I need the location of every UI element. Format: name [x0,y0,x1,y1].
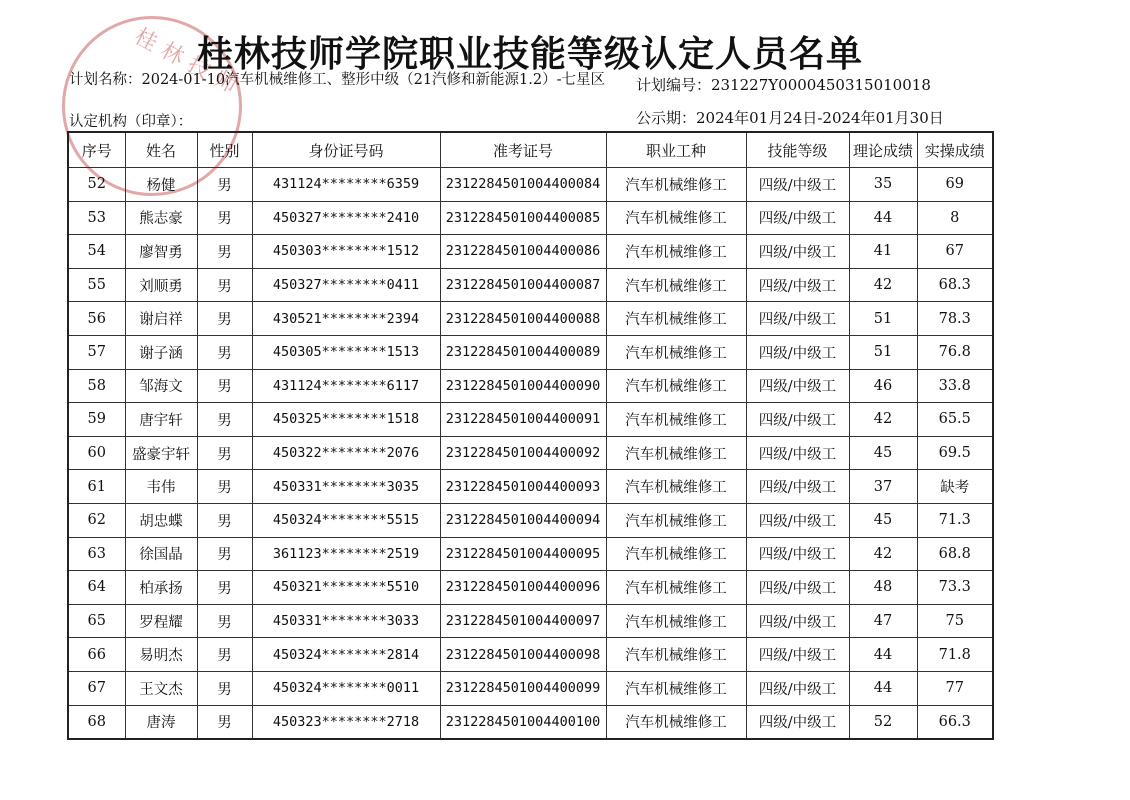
cell-col-practical-score: 71.3 [917,503,993,537]
cell-col-exam-number: 2312284501004400094 [440,503,606,537]
cell-col-id-number: 450321********5510 [252,571,440,605]
cell-col-occupation: 汽车机械维修工 [606,705,746,739]
header-col-exam-number: 准考证号 [440,132,606,168]
cell-col-exam-number: 2312284501004400085 [440,201,606,235]
table-row [68,503,993,537]
cell-col-occupation: 汽车机械维修工 [606,235,746,269]
cell-col-theory-score: 44 [849,201,917,235]
cell-col-occupation: 汽车机械维修工 [606,470,746,504]
personnel-table [67,131,994,740]
cell-col-theory-score: 45 [849,503,917,537]
cell-col-practical-score: 71.8 [917,638,993,672]
cell-col-practical-score: 缺考 [917,470,993,504]
cell-col-index: 55 [68,268,125,302]
table-row [68,470,993,504]
table-row [68,671,993,705]
cell-col-occupation: 汽车机械维修工 [606,268,746,302]
cell-col-gender: 男 [197,537,252,571]
cell-col-skill-level: 四级/中级工 [746,503,849,537]
cell-col-exam-number: 2312284501004400089 [440,335,606,369]
cell-col-occupation: 汽车机械维修工 [606,168,746,202]
cell-col-exam-number: 2312284501004400093 [440,470,606,504]
cell-col-skill-level: 四级/中级工 [746,571,849,605]
cell-col-index: 63 [68,537,125,571]
cell-col-theory-score: 42 [849,403,917,437]
cell-col-index: 54 [68,235,125,269]
header-col-id-number: 身份证号码 [252,132,440,168]
table-row [68,436,993,470]
table-row [68,335,993,369]
table-body [68,168,993,740]
cell-col-occupation: 汽车机械维修工 [606,638,746,672]
cell-col-exam-number: 2312284501004400097 [440,604,606,638]
cell-col-occupation: 汽车机械维修工 [606,671,746,705]
cell-col-index: 60 [68,436,125,470]
header-col-occupation: 职业工种 [606,132,746,168]
cell-col-exam-number: 2312284501004400086 [440,235,606,269]
cell-col-id-number: 450327********2410 [252,201,440,235]
cell-col-theory-score: 47 [849,604,917,638]
table-row [68,604,993,638]
cell-col-gender: 男 [197,470,252,504]
cell-col-name: 盛豪宇轩 [125,436,197,470]
cell-col-exam-number: 2312284501004400098 [440,638,606,672]
plan-name: 计划名称：2024-01-10汽车机械维修工、整形中级（21汽修和新能源1.2）-七星区 [69,72,606,88]
cell-col-name: 杨健 [125,168,197,202]
cell-col-gender: 男 [197,503,252,537]
plan-number: 计划编号：231227Y0000450315010018 [636,76,931,94]
cell-col-name: 罗程耀 [125,604,197,638]
cell-col-occupation: 汽车机械维修工 [606,369,746,403]
cell-col-id-number: 450327********0411 [252,268,440,302]
cell-col-index: 58 [68,369,125,403]
cell-col-practical-score: 69.5 [917,436,993,470]
cell-col-occupation: 汽车机械维修工 [606,604,746,638]
cell-col-skill-level: 四级/中级工 [746,268,849,302]
cell-col-skill-level: 四级/中级工 [746,403,849,437]
cell-col-skill-level: 四级/中级工 [746,705,849,739]
cell-col-gender: 男 [197,671,252,705]
table-row [68,571,993,605]
cell-col-index: 57 [68,335,125,369]
cell-col-name: 廖智勇 [125,235,197,269]
header-col-skill-level: 技能等级 [746,132,849,168]
cell-col-id-number: 431124********6117 [252,369,440,403]
table-row [68,235,993,269]
cell-col-exam-number: 2312284501004400087 [440,268,606,302]
cell-col-index: 56 [68,302,125,336]
cell-col-index: 53 [68,201,125,235]
cell-col-gender: 男 [197,571,252,605]
cell-col-index: 66 [68,638,125,672]
cell-col-theory-score: 42 [849,268,917,302]
cell-col-gender: 男 [197,403,252,437]
cell-col-practical-score: 67 [917,235,993,269]
header-col-index: 序号 [68,132,125,168]
cell-col-exam-number: 2312284501004400099 [440,671,606,705]
cell-col-practical-score: 66.3 [917,705,993,739]
certification-org: 认定机构（印章）： [69,114,193,130]
cell-col-occupation: 汽车机械维修工 [606,302,746,336]
cell-col-skill-level: 四级/中级工 [746,335,849,369]
table-row [68,537,993,571]
cell-col-name: 王文杰 [125,671,197,705]
cell-col-name: 胡忠蝶 [125,503,197,537]
table-row [68,302,993,336]
cell-col-practical-score: 78.3 [917,302,993,336]
cell-col-gender: 男 [197,268,252,302]
cell-col-id-number: 430521********2394 [252,302,440,336]
header-col-gender: 性别 [197,132,252,168]
cell-col-occupation: 汽车机械维修工 [606,537,746,571]
cell-col-gender: 男 [197,335,252,369]
cell-col-theory-score: 44 [849,671,917,705]
cell-col-gender: 男 [197,604,252,638]
cell-col-name: 易明杰 [125,638,197,672]
page-title: 桂林技师学院职业技能等级认定人员名单 [196,34,863,75]
cell-col-theory-score: 46 [849,369,917,403]
cell-col-id-number: 450325********1518 [252,403,440,437]
table-row [68,268,993,302]
header-col-practical-score: 实操成绩 [917,132,993,168]
cell-col-theory-score: 42 [849,537,917,571]
cell-col-theory-score: 51 [849,302,917,336]
cell-col-practical-score: 8 [917,201,993,235]
cell-col-occupation: 汽车机械维修工 [606,403,746,437]
cell-col-practical-score: 69 [917,168,993,202]
cell-col-practical-score: 76.8 [917,335,993,369]
cell-col-skill-level: 四级/中级工 [746,302,849,336]
cell-col-id-number: 450324********5515 [252,503,440,537]
cell-col-id-number: 450323********2718 [252,705,440,739]
cell-col-practical-score: 77 [917,671,993,705]
cell-col-practical-score: 68.3 [917,268,993,302]
cell-col-practical-score: 68.8 [917,537,993,571]
cell-col-id-number: 431124********6359 [252,168,440,202]
cell-col-index: 59 [68,403,125,437]
cell-col-theory-score: 52 [849,705,917,739]
cell-col-id-number: 450303********1512 [252,235,440,269]
cell-col-theory-score: 41 [849,235,917,269]
cell-col-practical-score: 33.8 [917,369,993,403]
cell-col-occupation: 汽车机械维修工 [606,571,746,605]
cell-col-exam-number: 2312284501004400091 [440,403,606,437]
cell-col-index: 64 [68,571,125,605]
cell-col-skill-level: 四级/中级工 [746,537,849,571]
table-row [68,201,993,235]
cell-col-name: 唐涛 [125,705,197,739]
cell-col-skill-level: 四级/中级工 [746,671,849,705]
cell-col-skill-level: 四级/中级工 [746,470,849,504]
cell-col-occupation: 汽车机械维修工 [606,436,746,470]
cell-col-name: 唐宇轩 [125,403,197,437]
cell-col-exam-number: 2312284501004400096 [440,571,606,605]
cell-col-exam-number: 2312284501004400100 [440,705,606,739]
cell-col-name: 刘顺勇 [125,268,197,302]
cell-col-id-number: 450305********1513 [252,335,440,369]
cell-col-name: 韦伟 [125,470,197,504]
cell-col-name: 谢启祥 [125,302,197,336]
cell-col-occupation: 汽车机械维修工 [606,201,746,235]
cell-col-index: 61 [68,470,125,504]
cell-col-practical-score: 65.5 [917,403,993,437]
header-col-theory-score: 理论成绩 [849,132,917,168]
cell-col-theory-score: 37 [849,470,917,504]
cell-col-theory-score: 35 [849,168,917,202]
header-col-name: 姓名 [125,132,197,168]
cell-col-exam-number: 2312284501004400088 [440,302,606,336]
cell-col-gender: 男 [197,235,252,269]
cell-col-occupation: 汽车机械维修工 [606,335,746,369]
cell-col-theory-score: 45 [849,436,917,470]
cell-col-name: 熊志豪 [125,201,197,235]
cell-col-id-number: 450331********3035 [252,470,440,504]
table-header-row [68,132,993,168]
cell-col-skill-level: 四级/中级工 [746,436,849,470]
cell-col-id-number: 361123********2519 [252,537,440,571]
cell-col-occupation: 汽车机械维修工 [606,503,746,537]
cell-col-name: 邹海文 [125,369,197,403]
cell-col-gender: 男 [197,436,252,470]
cell-col-id-number: 450331********3033 [252,604,440,638]
table-row [68,638,993,672]
cell-col-theory-score: 51 [849,335,917,369]
publicity-period: 公示期：2024年01月24日-2024年01月30日 [636,109,944,127]
cell-col-theory-score: 44 [849,638,917,672]
cell-col-exam-number: 2312284501004400084 [440,168,606,202]
cell-col-exam-number: 2312284501004400090 [440,369,606,403]
cell-col-gender: 男 [197,168,252,202]
cell-col-name: 谢子涵 [125,335,197,369]
cell-col-practical-score: 73.3 [917,571,993,605]
cell-col-id-number: 450324********0011 [252,671,440,705]
seal-text: 桂林技师 [130,24,248,103]
cell-col-skill-level: 四级/中级工 [746,235,849,269]
cell-col-name: 徐国晶 [125,537,197,571]
table-row [68,403,993,437]
cell-col-skill-level: 四级/中级工 [746,369,849,403]
table-row [68,705,993,739]
cell-col-skill-level: 四级/中级工 [746,168,849,202]
cell-col-id-number: 450322********2076 [252,436,440,470]
cell-col-exam-number: 2312284501004400095 [440,537,606,571]
cell-col-gender: 男 [197,638,252,672]
cell-col-index: 68 [68,705,125,739]
cell-col-index: 62 [68,503,125,537]
cell-col-id-number: 450324********2814 [252,638,440,672]
table-row [68,168,993,202]
cell-col-index: 67 [68,671,125,705]
cell-col-gender: 男 [197,302,252,336]
cell-col-gender: 男 [197,201,252,235]
cell-col-practical-score: 75 [917,604,993,638]
cell-col-gender: 男 [197,369,252,403]
cell-col-index: 65 [68,604,125,638]
cell-col-skill-level: 四级/中级工 [746,638,849,672]
cell-col-index: 52 [68,168,125,202]
cell-col-skill-level: 四级/中级工 [746,604,849,638]
cell-col-skill-level: 四级/中级工 [746,201,849,235]
cell-col-exam-number: 2312284501004400092 [440,436,606,470]
cell-col-theory-score: 48 [849,571,917,605]
cell-col-gender: 男 [197,705,252,739]
table-row [68,369,993,403]
cell-col-name: 柏承扬 [125,571,197,605]
